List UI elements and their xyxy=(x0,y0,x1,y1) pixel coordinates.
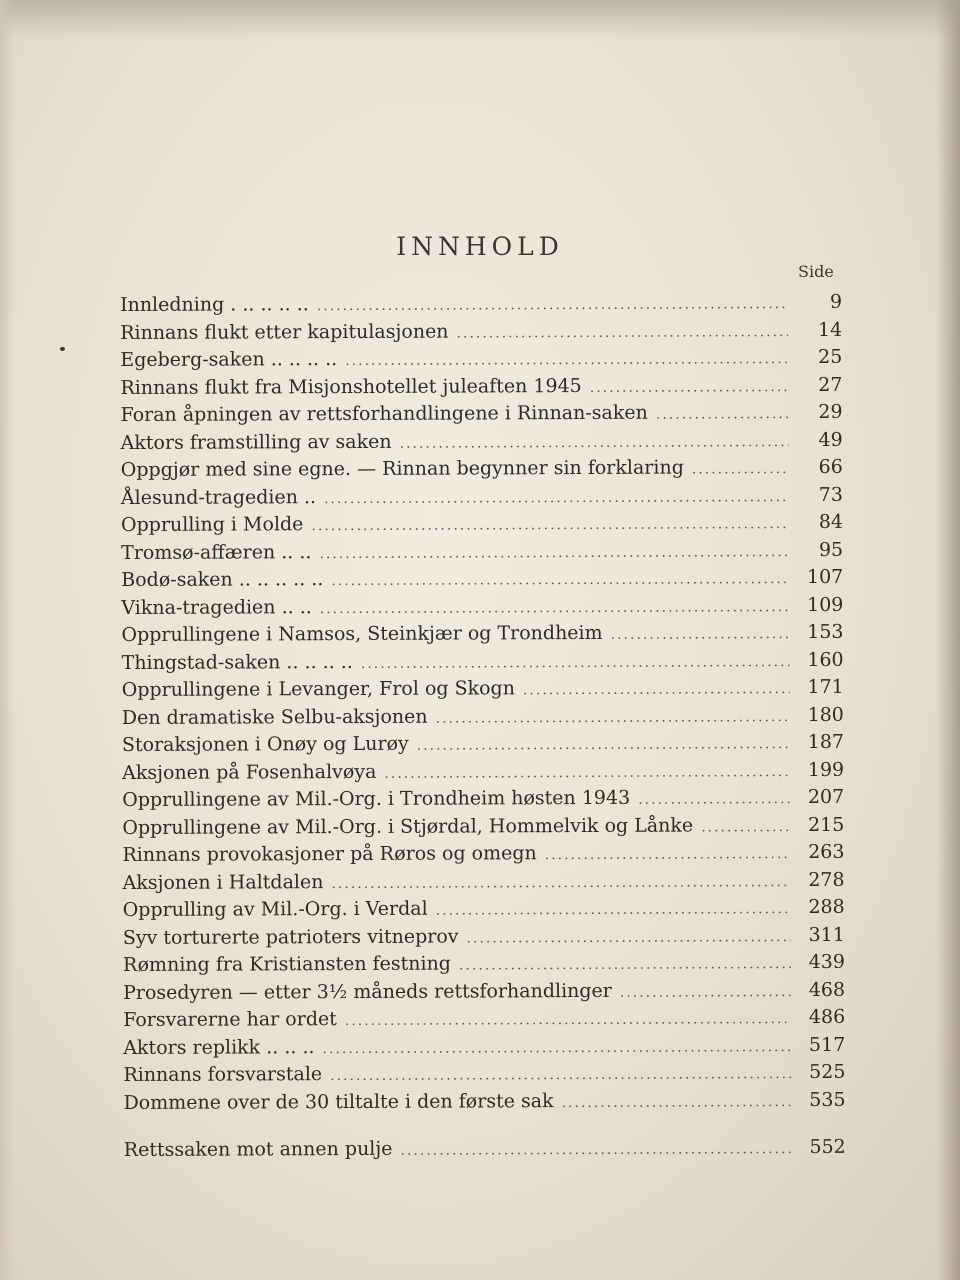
toc-entry xyxy=(123,866,845,897)
leader-dots xyxy=(384,759,790,788)
toc-entry-title: Rettssaken mot annen pulje xyxy=(123,1137,393,1161)
leader-dots xyxy=(656,401,789,429)
toc-entry-title: Egeberg-saken .. .. .. .. xyxy=(120,348,338,371)
leader-dots xyxy=(590,374,789,402)
toc-entry-title: Opprulling av Mil.-Org. i Verdal xyxy=(122,897,428,921)
toc-entry-page: 311 xyxy=(808,923,845,946)
toc-entry xyxy=(122,646,844,677)
toc-entry xyxy=(123,1059,845,1090)
toc-entry-page: 180 xyxy=(807,703,844,726)
toc-entry xyxy=(123,894,845,925)
toc-entry-page: 95 xyxy=(818,538,844,561)
toc-entry-title: Tromsø-affæren .. .. xyxy=(121,540,312,564)
leader-dots xyxy=(320,594,790,624)
toc-entry xyxy=(120,371,842,402)
toc-entry-title: Rømning fra Kristiansten festning xyxy=(122,952,451,976)
toc-entry-page: 215 xyxy=(808,813,845,836)
leader-dots xyxy=(523,676,790,705)
leader-dots xyxy=(324,484,789,514)
toc-entry-page: 468 xyxy=(808,978,846,1001)
toc-entry-title: Oppgjør med sine egne. — Rinnan begynner sin forklaring xyxy=(120,456,684,481)
toc-entry-page: 171 xyxy=(807,675,844,699)
toc-entry xyxy=(122,701,844,732)
leader-dots xyxy=(638,786,790,814)
toc-entry-page: 27 xyxy=(818,373,843,396)
leader-dots xyxy=(361,649,790,678)
leader-dots xyxy=(562,1089,792,1118)
leader-dots xyxy=(317,291,788,321)
page-title: INNHOLD xyxy=(396,232,564,261)
toc-entry xyxy=(121,454,843,485)
toc-entry xyxy=(123,1031,845,1062)
leader-dots xyxy=(322,1034,791,1064)
toc-entry xyxy=(121,564,843,595)
leader-dots xyxy=(466,924,790,953)
leader-dots xyxy=(319,539,789,569)
leader-dots xyxy=(345,346,788,375)
leader-dots xyxy=(345,1006,791,1035)
toc-entry xyxy=(121,591,843,622)
leader-dots xyxy=(456,319,788,348)
leader-dots xyxy=(692,456,789,484)
toc-entry-title: Rinnans provokasjoner på Røros og omegn xyxy=(122,842,537,866)
leader-dots xyxy=(459,951,791,980)
leader-dots xyxy=(400,429,789,458)
table-of-contents xyxy=(120,289,846,1165)
toc-entry-title: Opprullingene av Mil.-Org. i Stjørdal, Hommelvik og Lånke xyxy=(122,814,694,839)
toc-entry xyxy=(120,316,842,347)
toc-entry-title: Forsvarerne har ordet xyxy=(123,1008,337,1031)
toc-entry-page: 288 xyxy=(808,895,845,919)
toc-entry-page: 49 xyxy=(818,428,843,451)
toc-entry-page: 525 xyxy=(809,1060,846,1084)
toc-entry-page: 107 xyxy=(806,565,844,589)
leader-dots xyxy=(611,621,790,649)
toc-entry-page: 66 xyxy=(818,455,843,478)
toc-entry xyxy=(121,619,843,650)
toc-entry-title: Vikna-tragedien .. .. xyxy=(121,595,312,619)
toc-entry xyxy=(121,426,843,457)
toc-entry xyxy=(123,1086,845,1117)
toc-entry-title: Opprullingene i Levanger, Frol og Skogn xyxy=(121,677,515,701)
toc-entry xyxy=(123,921,845,952)
toc-entry-title: Aktors framstilling av saken xyxy=(120,430,392,454)
toc-entry xyxy=(121,536,843,567)
toc-entry-page: 199 xyxy=(807,758,845,781)
toc-entry-title: Syv torturerte patrioters vitneprov xyxy=(122,925,459,949)
toc-entry-page: 84 xyxy=(818,510,844,533)
toc-entry-title: Opprullingene av Mil.-Org. i Trondheim høsten 1943 xyxy=(122,786,631,811)
toc-entry xyxy=(123,1004,845,1035)
toc-entry-page: 535 xyxy=(809,1088,846,1111)
leader-dots xyxy=(417,731,790,760)
toc-entry xyxy=(122,784,844,815)
toc-entry xyxy=(122,674,844,705)
toc-entry-title: Ålesund-tragedien .. xyxy=(120,485,317,509)
leader-dots xyxy=(331,869,790,899)
page-column-label: Side xyxy=(798,262,834,281)
toc-entry xyxy=(122,729,844,760)
leader-dots xyxy=(620,979,791,1007)
toc-appendix-entry xyxy=(124,1134,846,1165)
toc-entry xyxy=(122,811,844,842)
toc-entry-page: 109 xyxy=(807,593,844,616)
toc-entry-title: Prosedyren — etter 3½ måneds rettsforhandlinger xyxy=(123,979,612,1004)
toc-entry xyxy=(120,289,842,320)
toc-entry-title: Rinnans forsvarstale xyxy=(123,1063,323,1086)
page-right-shadow xyxy=(936,0,960,1280)
toc-entry-page: 160 xyxy=(807,648,844,671)
toc-entry-page: 187 xyxy=(807,730,845,754)
leader-dots xyxy=(545,841,791,870)
toc-entry-title: Aksjonen i Haltdalen xyxy=(122,870,324,894)
leader-dots xyxy=(701,814,790,842)
leader-dots xyxy=(400,1136,791,1165)
toc-entry xyxy=(120,344,842,375)
toc-entry xyxy=(121,509,843,540)
toc-entry-title: Thingstad-saken .. .. .. .. xyxy=(121,650,353,674)
toc-entry-title: Opprullingene i Namsos, Steinkjær og Trondheim xyxy=(121,621,603,646)
toc-entry xyxy=(120,399,842,430)
page-top-shadow xyxy=(0,0,960,40)
toc-entry xyxy=(123,976,845,1007)
toc-entry-page: 207 xyxy=(807,785,845,809)
toc-entry-title: Innledning . .. .. .. .. xyxy=(120,293,309,316)
toc-entry-page: 153 xyxy=(807,620,844,644)
toc-entry-page: 9 xyxy=(829,290,843,313)
toc-entry-title: Aktors replikk .. .. .. xyxy=(123,1035,315,1059)
toc-entry-title: Bodø-saken .. .. .. .. .. xyxy=(121,568,324,591)
leader-dots xyxy=(436,896,791,925)
leader-dots xyxy=(330,1061,791,1091)
toc-entry-page: 25 xyxy=(818,345,843,368)
toc-entry-page: 486 xyxy=(808,1005,846,1029)
toc-entry-page: 263 xyxy=(808,840,845,864)
toc-entry xyxy=(122,839,844,870)
toc-entry-title: Den dramatiske Selbu-aksjonen xyxy=(121,705,428,729)
toc-entry-page: 439 xyxy=(808,950,845,974)
toc-entry-page: 552 xyxy=(809,1135,846,1158)
page-left-shadow xyxy=(0,0,14,1280)
leader-dots xyxy=(331,566,789,595)
toc-entry-title: Rinnans flukt fra Misjonshotellet juleaften 1945 xyxy=(120,374,582,399)
toc-entry-page: 73 xyxy=(818,483,843,506)
toc-entry-title: Rinnans flukt etter kapitulasjonen xyxy=(120,320,449,344)
toc-entry-title: Dommene over de 30 tiltalte i den første sak xyxy=(123,1089,554,1114)
toc-entry-title: Foran åpningen av rettsforhandlingene i Rinnan-saken xyxy=(120,401,648,426)
toc-entry-page: 278 xyxy=(808,868,845,891)
ink-spot xyxy=(60,347,65,351)
toc-entry xyxy=(121,481,843,512)
toc-entry xyxy=(122,756,844,787)
toc-entry-title: Aksjonen på Fosenhalvøya xyxy=(122,760,377,784)
toc-entry-title: Opprulling i Molde xyxy=(120,513,304,536)
leader-dots xyxy=(311,511,789,541)
toc-entry-title: Storaksjonen i Onøy og Lurøy xyxy=(121,732,409,756)
toc-entry xyxy=(123,949,845,980)
leader-dots xyxy=(436,704,790,733)
toc-entry-page: 517 xyxy=(808,1033,846,1056)
toc-entry-page: 29 xyxy=(818,400,843,423)
toc-entry-page: 14 xyxy=(817,318,843,341)
